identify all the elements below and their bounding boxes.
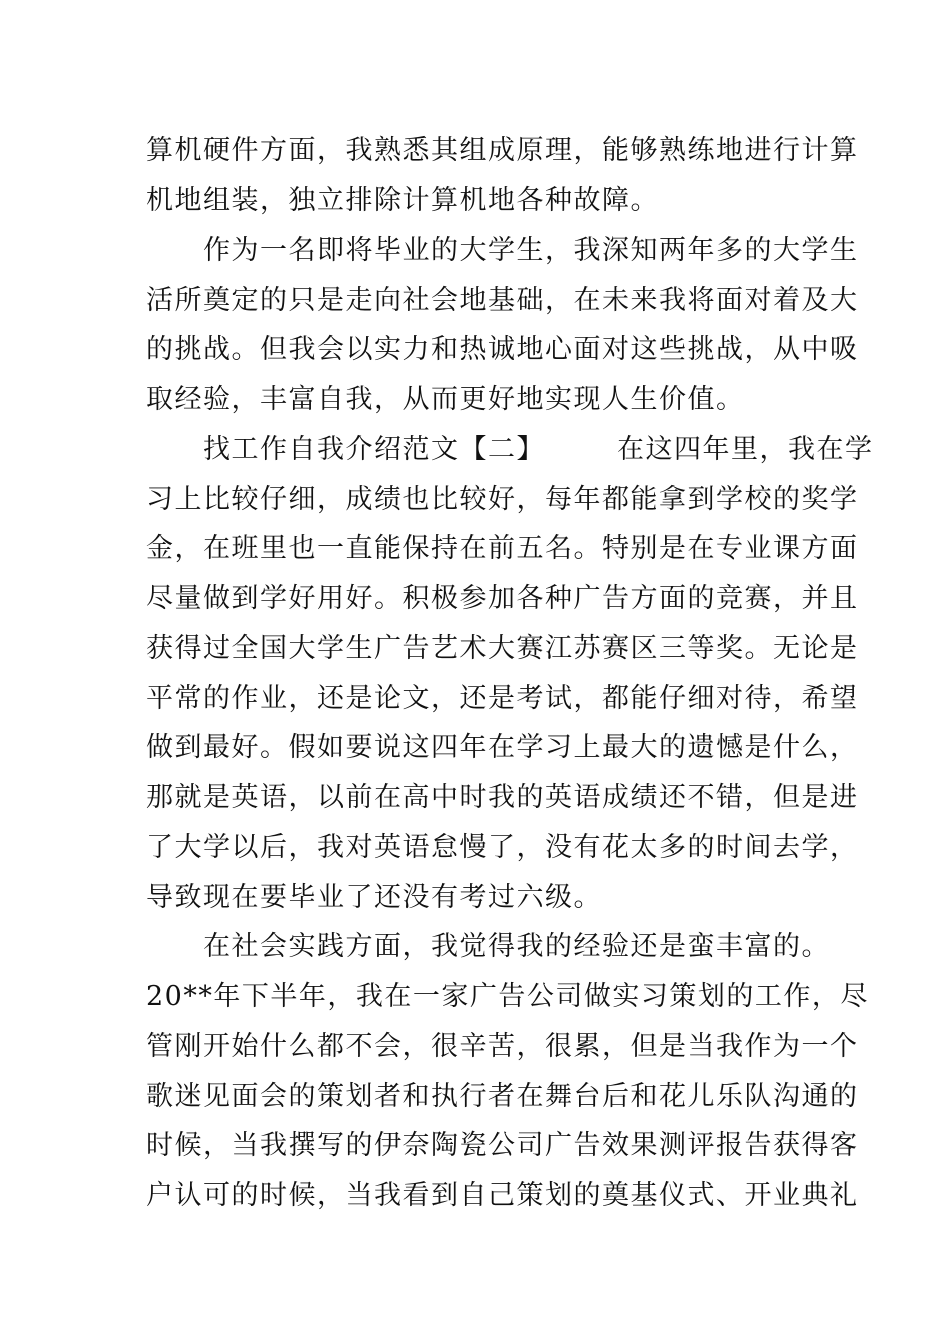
text-line: 歌迷见面会的策划者和执行者在舞台后和花儿乐队沟通的	[146, 1081, 859, 1112]
text-line: 时候，当我撰写的伊奈陶瓷公司广告效果测评报告获得客	[146, 1130, 859, 1161]
text-line: 导致现在要毕业了还没有考过六级。	[146, 882, 602, 913]
text-line: 金，在班里也一直能保持在前五名。特别是在专业课方面	[146, 533, 859, 564]
text-line: 尽量做到学好用好。积极参加各种广告方面的竞赛，并且	[146, 583, 859, 614]
text-line: 习上比较仔细，成绩也比较好，每年都能拿到学校的奖学	[146, 484, 859, 515]
text-line: 获得过全国大学生广告艺术大赛江苏赛区三等奖。无论是	[146, 633, 859, 664]
text-line: 找工作自我介绍范文【二】 在这四年里，我在学	[146, 434, 874, 465]
text-line: 算机硬件方面，我熟悉其组成原理，能够熟练地进行计算	[146, 135, 859, 166]
text-line: 户认可的时候，当我看到自己策划的奠基仪式、开业典礼	[146, 1180, 859, 1211]
text-line: 的挑战。但我会以实力和热诚地心面对这些挑战，从中吸	[146, 334, 859, 365]
text-line: 取经验，丰富自我，从而更好地实现人生价值。	[146, 384, 745, 415]
text-line: 那就是英语，以前在高中时我的英语成绩还不错，但是进	[146, 782, 859, 813]
text-line: 作为一名即将毕业的大学生，我深知两年多的大学生	[146, 235, 859, 266]
text-line: 机地组装，独立排除计算机地各种故障。	[146, 185, 659, 216]
text-line: 20**年下半年，我在一家广告公司做实习策划的工作，尽	[146, 981, 869, 1012]
text-line: 了大学以后，我对英语怠慢了，没有花太多的时间去学，	[146, 832, 859, 863]
text-line: 管刚开始什么都不会，很辛苦，很累，但是当我作为一个	[146, 1031, 859, 1062]
text-line: 活所奠定的只是走向社会地基础，在未来我将面对着及大	[146, 285, 859, 316]
text-line: 平常的作业，还是论文，还是考试，都能仔细对待，希望	[146, 683, 859, 714]
text-line: 做到最好。假如要说这四年在学习上最大的遗憾是什么，	[146, 732, 859, 763]
text-line: 在社会实践方面，我觉得我的经验还是蛮丰富的。	[146, 931, 830, 962]
